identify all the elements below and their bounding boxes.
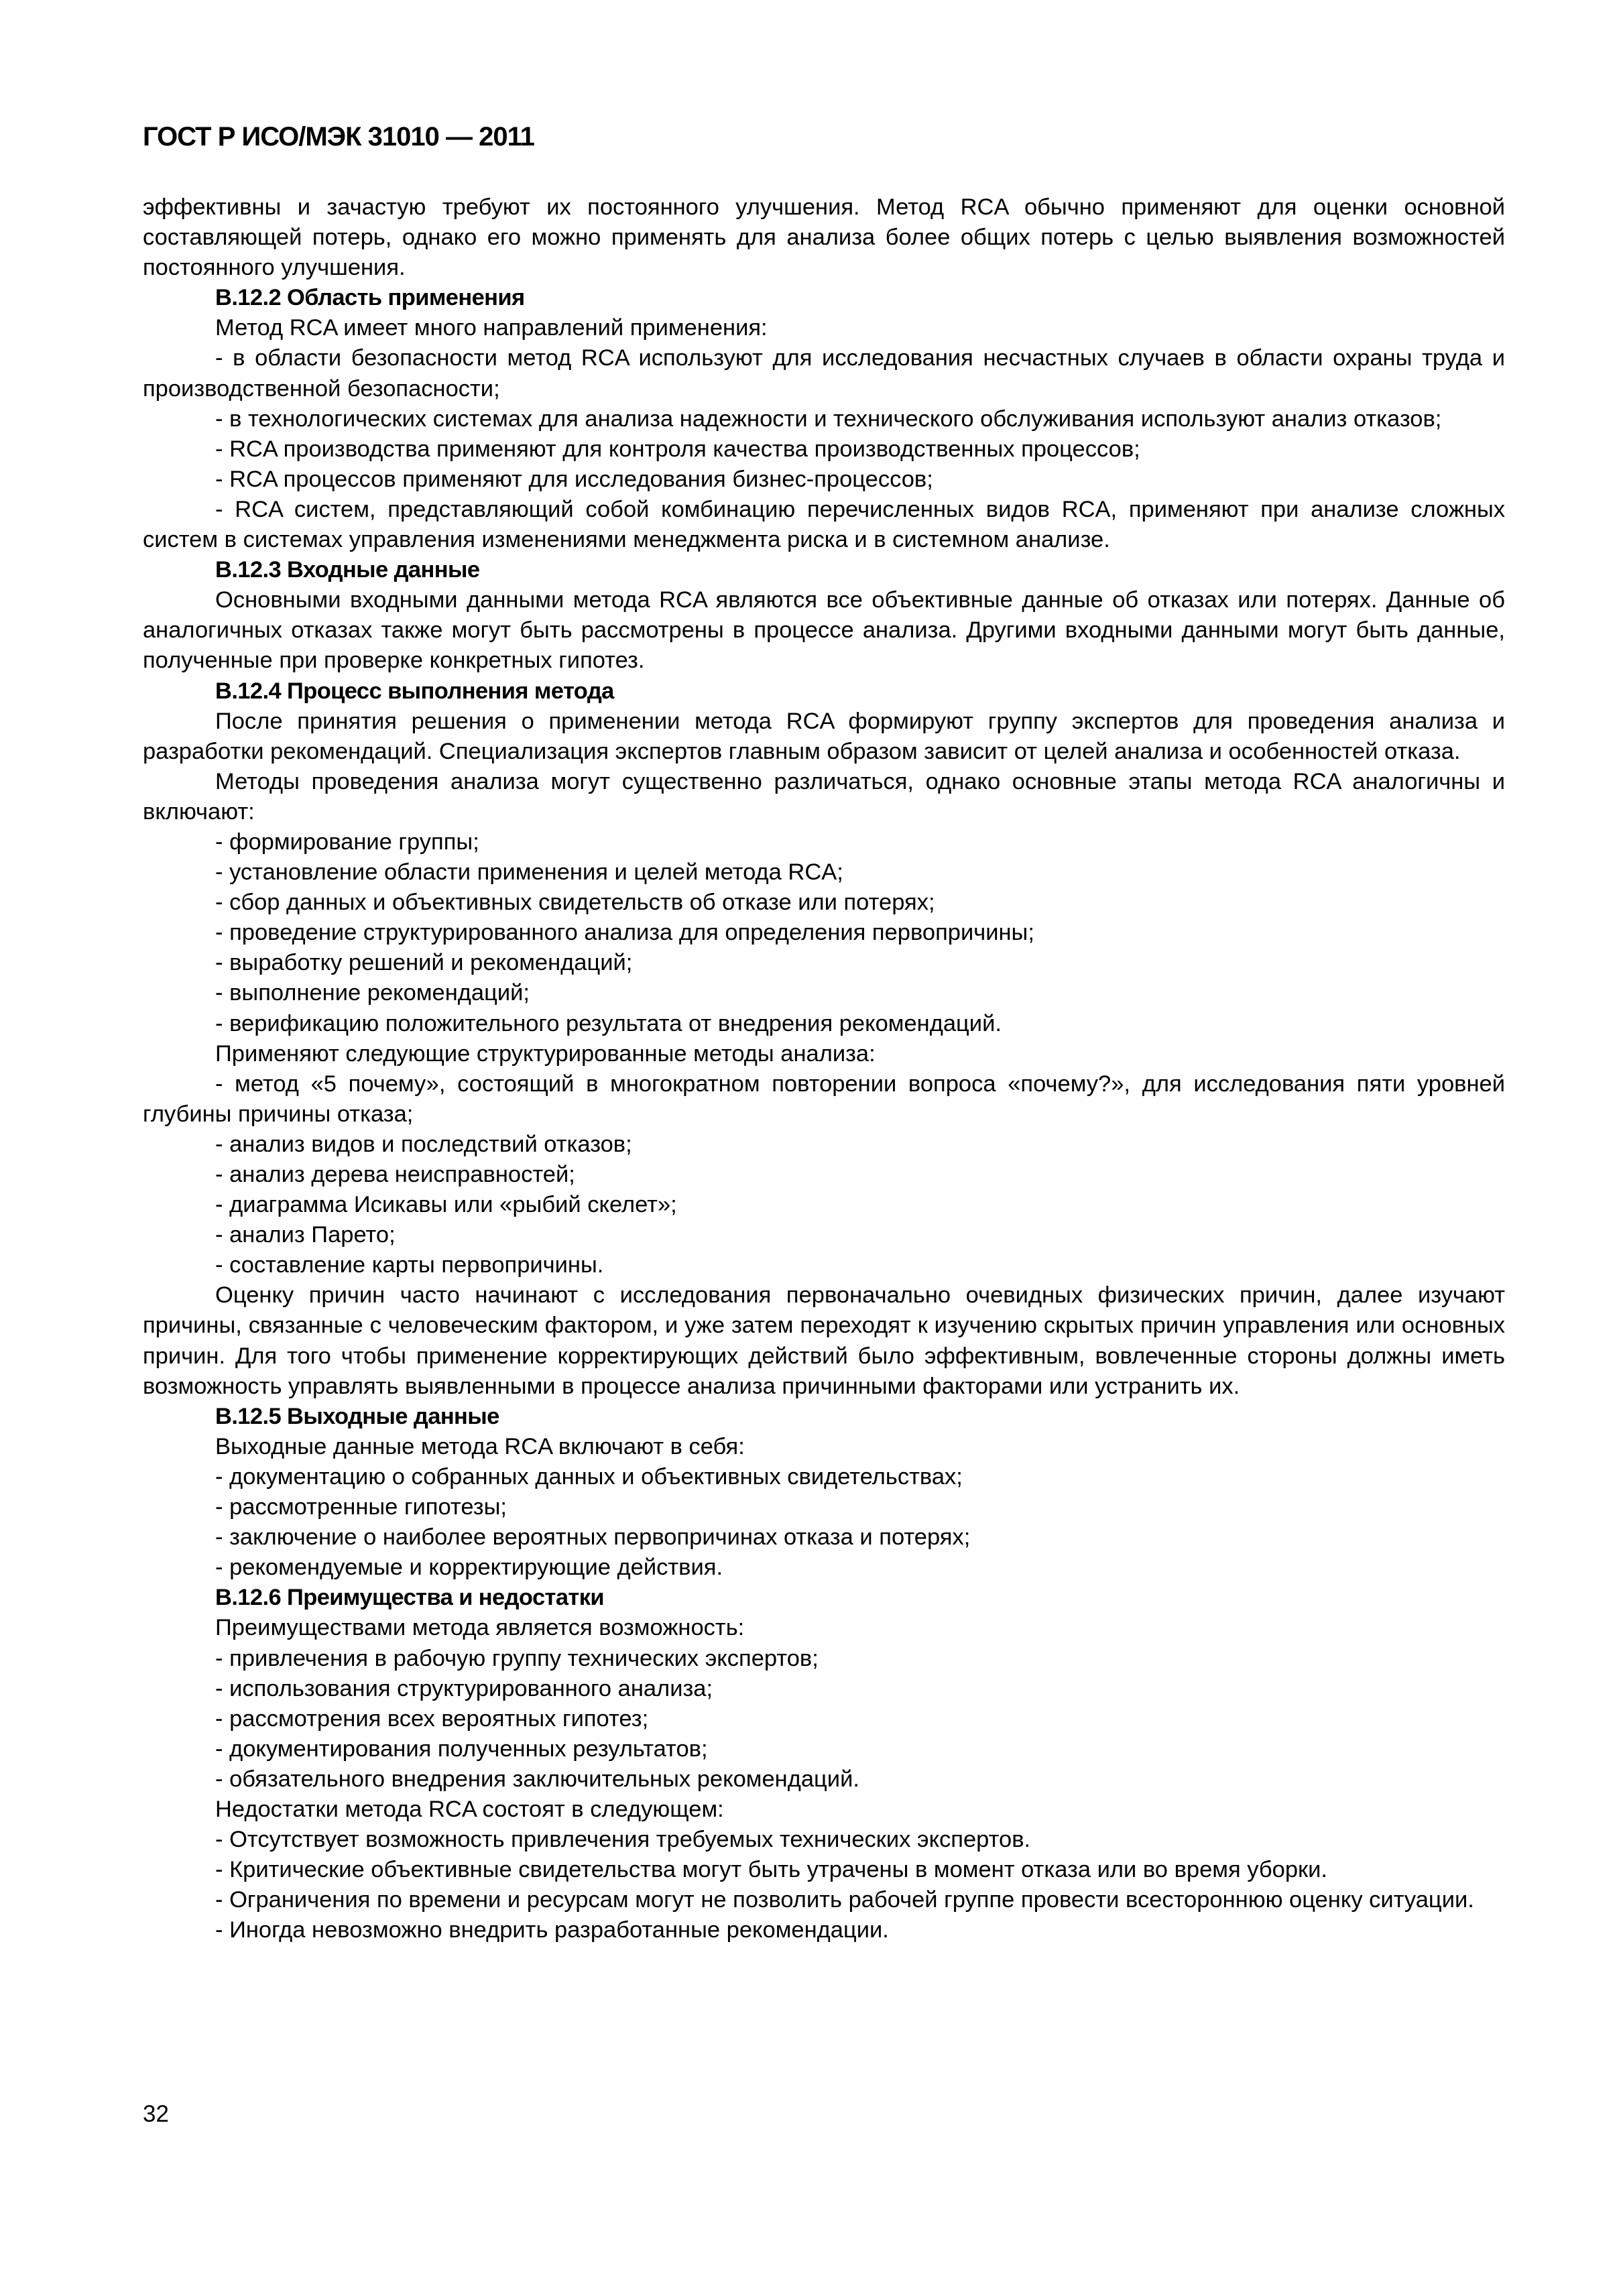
paragraph: - анализ дерева неисправностей; <box>215 1162 575 1187</box>
paragraph: - рассмотрения всех вероятных гипотез; <box>215 1705 649 1732</box>
paragraph: эффективны и зачастую требуют их постоянного улучшения. Метод RCA обычно применяют для оценки основной составляющей потерь, однако его можно применять для анализа более общих потерь с целью выявления возможностей постоянного улучшения. <box>143 194 1505 281</box>
paragraph: - формирование группы; <box>215 829 479 855</box>
paragraph: - RCA производства применяют для контроля качества производственных процессов; <box>215 436 1140 462</box>
paragraph: - документацию о собранных данных и объективных свидетельствах; <box>215 1463 963 1490</box>
page-number: 32 <box>143 2101 169 2127</box>
paragraph: - сбор данных и объективных свидетельств об отказе или потерях; <box>215 890 935 916</box>
paragraph: - в области безопасности метод RCA используют для исследования несчастных случаев в области охраны труда и производственной безопасности; <box>143 345 1505 402</box>
paragraph: - диаграмма Исикавы или «рыбий скелет»; <box>215 1192 677 1218</box>
paragraph: - установление области применения и целей метода RCA; <box>215 859 843 886</box>
paragraph: - RCA систем, представляющий собой комбинацию перечисленных видов RCA, применяют при анализе сложных систем в системах управления изменениями менеджмента риска и в системном анализе. <box>143 496 1505 553</box>
paragraph: Методы проведения анализа могут существенно различаться, однако основные этапы метода RCA аналогичны и включают: <box>143 768 1505 825</box>
paragraph: - Иногда невозможно внедрить разработанные рекомендации. <box>215 1917 889 1943</box>
paragraph: Оценку причин часто начинают с исследования первоначально очевидных физических причин, далее изучают причины, связанные с человеческим фактором, и уже затем переходят к изучению скрытых причин управления или основных причин. Для того чтобы применение корректирующих действий было эффективным, вовлеченные стороны должны иметь возможность управлять выявленными в процессе анализа причинными факторами или устранить их. <box>143 1282 1505 1399</box>
page-header: ГОСТ Р ИСО/МЭК 31010 — 2011 <box>143 122 534 152</box>
paragraph: - RCA процессов применяют для исследования бизнес-процессов; <box>215 466 933 492</box>
paragraph: - метод «5 почему», состоящий в многократном повторении вопроса «почему?», для исследования пяти уровней глубины причины отказа; <box>143 1071 1505 1127</box>
paragraph: - выработку решений и рекомендаций; <box>215 950 633 976</box>
paragraph: - рекомендуемые и корректирующие действия. <box>215 1555 723 1581</box>
paragraph: - выполнение рекомендаций; <box>215 980 530 1006</box>
paragraph: - Ограничения по времени и ресурсам могут не позволить рабочей группе провести всестороннюю оценку ситуации. <box>215 1887 1474 1913</box>
paragraph: - верификацию положительного результата от внедрения рекомендаций. <box>215 1010 1002 1036</box>
paragraph: - анализ Парето; <box>215 1222 396 1248</box>
paragraph: После принятия решения о применении метода RCA формируют группу экспертов для проведения анализа и разработки рекомендаций. Специализация экспертов главным образом зависит от целей анализа и особенностей отказа. <box>143 708 1505 764</box>
paragraph: Применяют следующие структурированные методы анализа: <box>215 1040 876 1067</box>
paragraph: - в технологических системах для анализа надежности и технического обслуживания используют анализ отказов; <box>215 406 1442 432</box>
paragraph: Преимуществами метода является возможность: <box>215 1615 745 1641</box>
paragraph: - привлечения в рабочую группу технических экспертов; <box>215 1645 819 1671</box>
paragraph: - анализ видов и последствий отказов; <box>215 1131 632 1157</box>
paragraph: Недостатки метода RCA состоят в следующем: <box>215 1796 724 1822</box>
section-heading: В.12.5 Выходные данные <box>215 1403 499 1429</box>
paragraph: - заключение о наиболее вероятных первопричинах отказа и потерях; <box>215 1524 971 1551</box>
document-body <box>143 192 1505 1945</box>
paragraph: - составление карты первопричины. <box>215 1252 604 1278</box>
paragraph: Основными входными данными метода RCA являются все объективные данные об отказах или потерях. Данные об аналогичных отказах также могут быть рассмотрены в процессе анализа. Другими входными данными могут быть данные, полученные при проверке конкретных гипотез. <box>143 587 1505 674</box>
paragraph: - проведение структурированного анализа для определения первопричины; <box>215 920 1034 946</box>
paragraph: Метод RCA имеет много направлений применения: <box>215 315 768 341</box>
section-heading: В.12.6 Преимущества и недостатки <box>215 1585 604 1611</box>
paragraph: - обязательного внедрения заключительных рекомендаций. <box>215 1766 859 1792</box>
paragraph: - Критические объективные свидетельства могут быть утрачены в момент отказа или во время уборки. <box>215 1857 1327 1883</box>
paragraph: - документирования полученных результатов; <box>215 1736 708 1762</box>
section-heading: В.12.2 Область применения <box>215 285 525 311</box>
section-heading: В.12.3 Входные данные <box>215 557 480 583</box>
paragraph: - рассмотренные гипотезы; <box>215 1494 507 1520</box>
paragraph: Выходные данные метода RCA включают в себя: <box>215 1433 745 1459</box>
section-heading: В.12.4 Процесс выполнения метода <box>215 678 614 704</box>
paragraph: - Отсутствует возможность привлечения требуемых технических экспертов. <box>215 1827 1031 1853</box>
paragraph: - использования структурированного анализа; <box>215 1675 713 1701</box>
